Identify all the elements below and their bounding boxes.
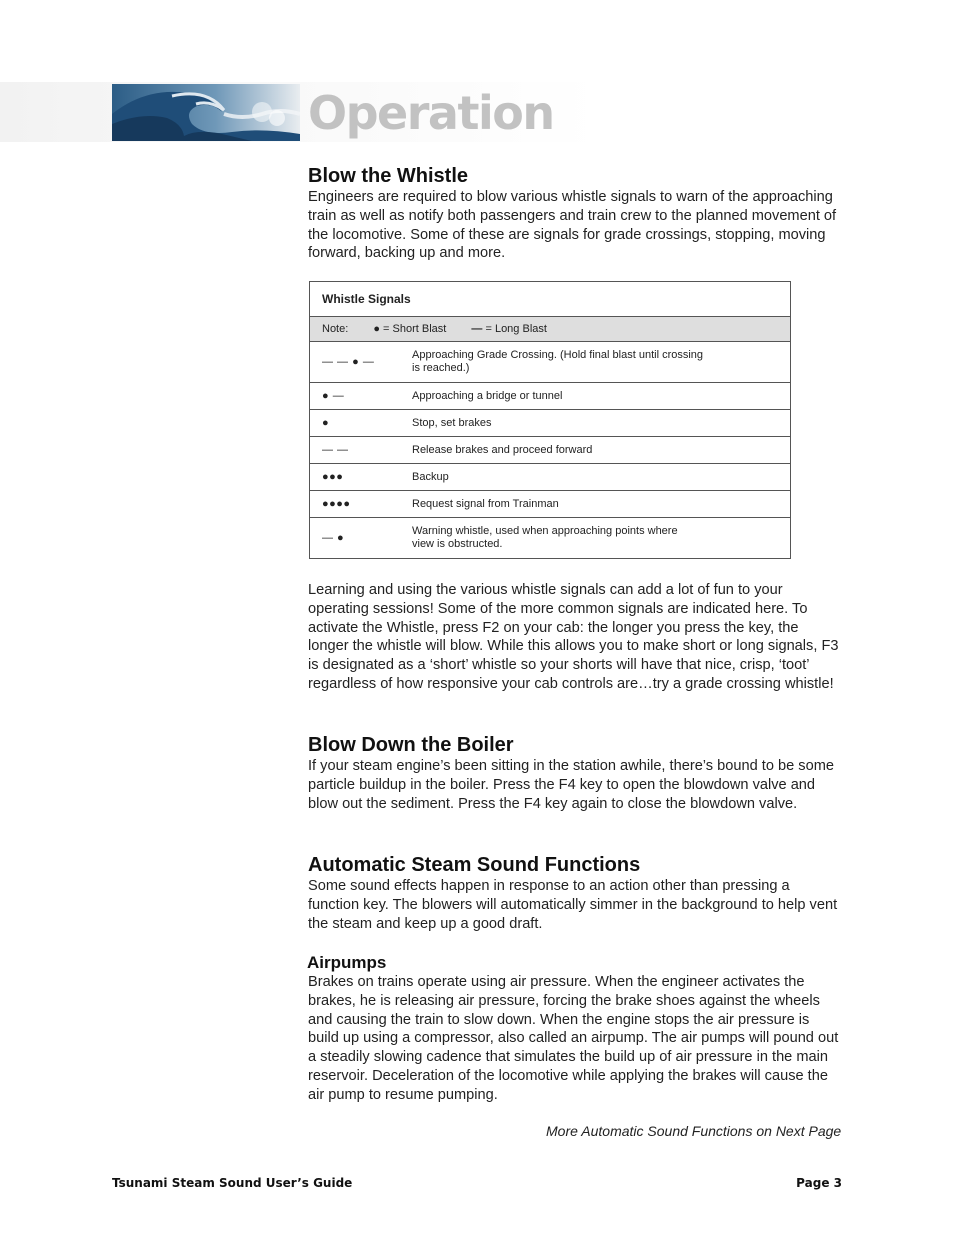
section-body: Learning and using the various whistle signals can add a lot of fun to your operating sessions! Some of the more common signals are indicated here. To activate the Whistle, press F2 on your cab: the longer you press the key, the longer the whistle will blow. While this allows you to make short or long signals, F3 is designated as a ‘short’ whistle so your shorts will have that nice, crisp, ‘toot’ regardless of how responsive your cab controls are…try a grade crossing whistle! [308, 582, 839, 692]
table-row [310, 491, 791, 518]
section-body: Brakes on trains operate using air pressure. When the engineer activates the brakes, he is releasing air pressure, forcing the brake shoes against the wheels and causing the train to slow down. When the engine stops the air pressure is build up using a compressor, also called an airpump. The air pumps will pound out a steadily slowing cadence that simulates the build up of air pressure in the main reservoir. Deceleration of the locomotive while applying the brakes will cause the air pump to resume pumping. [308, 974, 839, 1103]
section-automatic-sounds [308, 853, 842, 933]
signal-code: — — [310, 437, 411, 464]
subsection-heading: Airpumps [307, 953, 387, 972]
section-body: If your steam engine’s been sitting in the station awhile, there’s bound to be some particle buildup in the boiler. Press the F4 key to open the blowdown valve and blow out the sediment. Press the F4 key again to close the blowdown valve. [308, 758, 834, 812]
section-body: Some sound effects happen in response to an action other than pressing a function key. The blowers will automatically simmer in the background to help vent the steam and keep up a good draft. [308, 878, 838, 932]
signal-code: — — ● — [310, 342, 411, 383]
table-row [310, 464, 791, 491]
table-row [310, 437, 791, 464]
section-heading: Blow the Whistle [308, 165, 468, 187]
signal-code: ● — [310, 383, 411, 410]
signal-code: ● [310, 410, 411, 437]
section-body: Engineers are required to blow various whistle signals to warn of the approaching train as well as notify both passengers and train crew to the planned movement of the locomotive. Some of these are signals for grade crossings, stopping, moving forward, backing up and more. [308, 189, 837, 262]
page-title: Operation [308, 86, 554, 140]
signal-description: Stop, set brakes [410, 410, 791, 437]
table-title: Whistle Signals [310, 282, 791, 317]
signal-description: Request signal from Trainman [410, 491, 791, 518]
signal-description: Warning whistle, used when approaching points where view is obstructed. [410, 518, 791, 559]
section-heading: Automatic Steam Sound Functions [308, 854, 641, 876]
section-blow-down-boiler [308, 733, 842, 813]
table-title-row [310, 282, 791, 317]
table-note [310, 317, 791, 342]
note-short-blast: ● = Short Blast [373, 323, 447, 335]
section-whistle-usage [308, 581, 842, 694]
table-note-row [310, 317, 791, 342]
table-row [310, 518, 791, 559]
table-row [310, 410, 791, 437]
signal-description: Approaching a bridge or tunnel [410, 383, 791, 410]
table-row [310, 383, 791, 410]
section-heading: Blow Down the Boiler [308, 734, 514, 756]
footer-page-number: Page 3 [796, 1176, 842, 1190]
section-airpumps [307, 953, 841, 1105]
section-blow-whistle [308, 164, 842, 263]
signal-description: Approaching Grade Crossing. (Hold final blast until crossing is reached.) [410, 342, 791, 383]
note-long-blast: = Long Blast [485, 323, 547, 335]
signal-code: ●●●● [310, 491, 411, 518]
wave-logo-image [112, 84, 300, 141]
signal-code: — ● [310, 518, 411, 559]
footer-guide-title: Tsunami Steam Sound User’s Guide [112, 1176, 353, 1190]
signal-code: ●●● [310, 464, 411, 491]
note-label: Note: [322, 323, 349, 335]
whistle-signals-table [309, 281, 791, 559]
signal-description: Release brakes and proceed forward [410, 437, 791, 464]
continued-note: More Automatic Sound Functions on Next Page [546, 1123, 842, 1139]
note-long-symbol: — [471, 323, 483, 335]
signal-description: Backup [410, 464, 791, 491]
table-row [310, 342, 791, 383]
